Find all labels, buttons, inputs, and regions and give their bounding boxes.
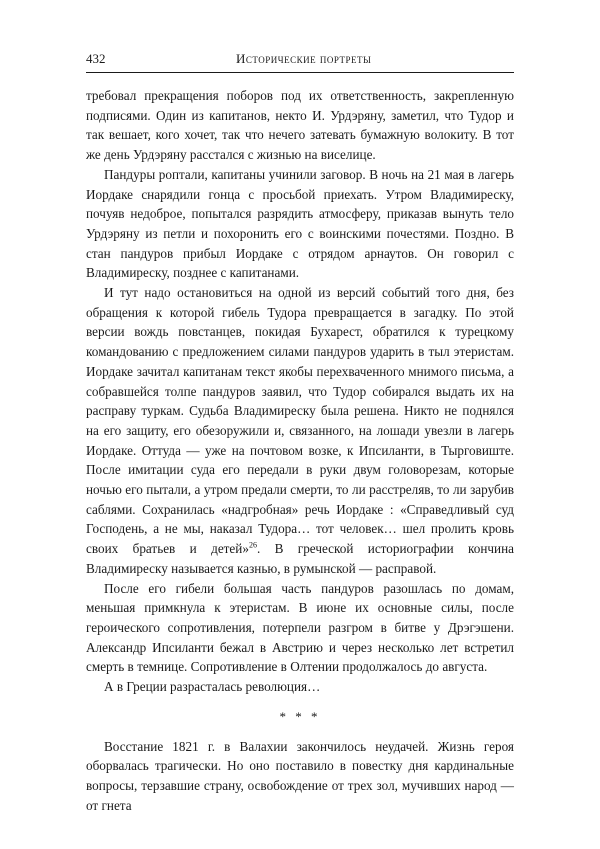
paragraph-text-continued: . В греческой историографии кончина Владимиреску называется казнью, в румынской — расправой. — [86, 541, 514, 576]
header-rule — [86, 72, 514, 73]
paragraph: После его гибели большая часть пандуров разошлась по домам, меньшая примкнула к этеристам. В июне их основные силы, после героического сопротивления, потерпели разгром в битве у Дрэгэшени. Александр Ипсиланти бежал в Австрию и через несколько лет встретил смерть в темнице. Сопротивление в Олтении продолжалось до августа. — [86, 580, 514, 675]
section-separator: * * * — [279, 708, 321, 724]
paragraph: Восстание 1821 г. в Валахии закончилось неудачей. Жизнь героя оборвалась трагически. Но оно поставило в повестку дня кардинальные вопросы, терзавшие страну, освобождение от трех зол, мучивших народ — от гнета — [86, 738, 514, 813]
paragraph-text: И тут надо остановиться на одной из версий событий того дня, без обращения к которой гибель Тудора превращается в загадку. По этой версии вождь повстанцев, покидая Бухарест, обратился к турецкому командованию с предложением силами пандуров ударить в тыл этеристам. Иордаке зачитал капитанам текст якобы перехваченного мнимого письма, а собравшейся толпе пандуров заявил, что Тудор собирался выдать их на расправу туркам. Судьба Владимиреску была решена. Никто не поднялся на его защиту, его обезоружили и, связанного, на лошади увезли в лагерь Иордаке. Оттуда — уже на почтовом возке, к Ипсиланти, в Тырговиште. После имитации суда его передали в руки двум головорезам, которые ночью его пытали, а утром предали смерти, то ли расстреляв, то ли зарубив саблями. Сохранилась «надгробная» речь Иордаке : «Справедливый суд Господень, а не мы, наказал Тудора… тот человек… шел пролить кровь своих братьев и детей» — [86, 285, 514, 557]
running-title: Исторические портреты — [236, 51, 372, 66]
paragraph: требовал прекращения поборов под их ответственность, закрепленную подписями. Один из капитанов, некто И. Урдэряну, заметил, что Тудор и так вешает, кого хочет, так что нечего затевать бумажную волокиту. В тот же день Урдэряну расстался с жизнью на виселице. — [86, 88, 514, 163]
paragraph: А в Греции разрасталась революция… — [104, 679, 321, 695]
running-header — [86, 50, 514, 70]
paragraph: Пандуры роптали, капитаны учинили заговор. В ночь на 21 мая в лагерь Иордаке снарядили гонца с просьбой приехать. Утром Владимиреску, почуяв недоброе, попытался разрядить атмосферу, приказав вынуть тело Урдэряну из петли и похоронить его с воинскими почестями. Поздно. В стан пандуров прибыл Иордаке с отрядом арнаутов. Он говорил с Владимиреску, позднее с капитанами. — [86, 166, 514, 281]
body-text — [86, 86, 514, 815]
paragraph — [86, 283, 514, 579]
page-number: 432 — [86, 51, 106, 66]
footnote-reference[interactable]: 26 — [248, 540, 257, 550]
